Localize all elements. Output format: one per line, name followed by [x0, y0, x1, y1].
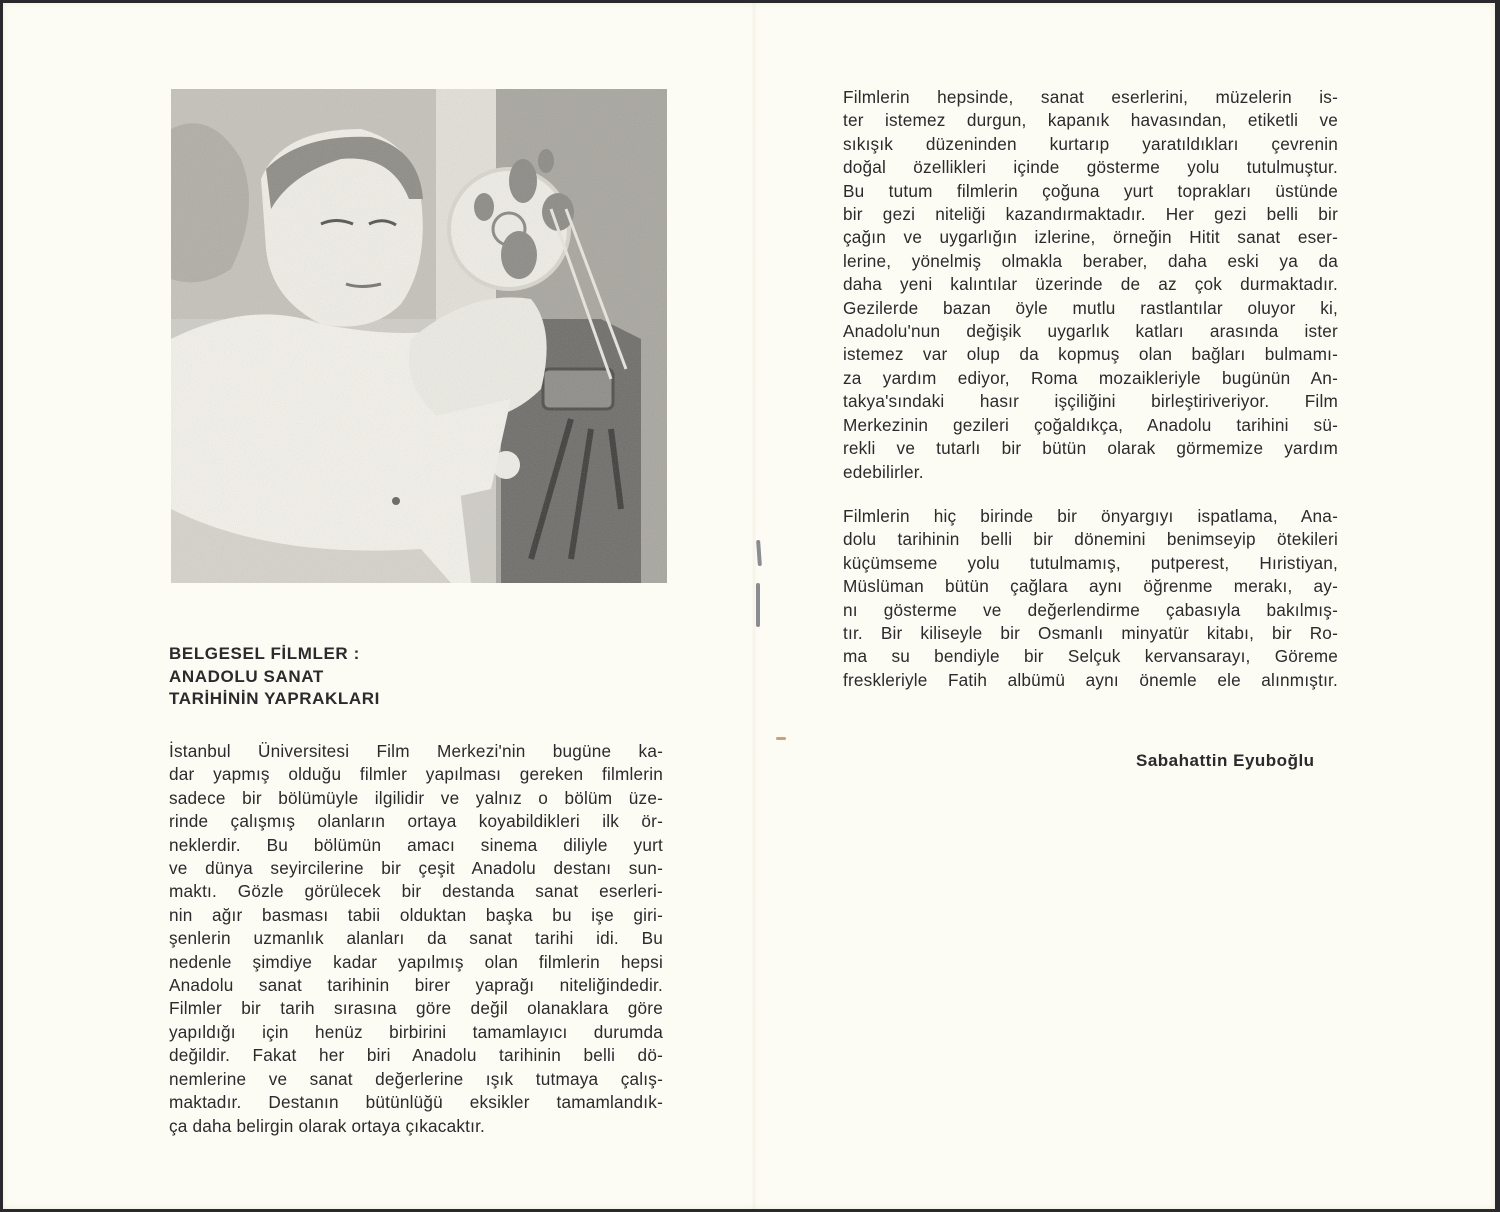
- text-line: şenlerin uzmanlık alanları da sanat tarihi idi. Bu: [169, 928, 663, 949]
- paper-speck: [776, 737, 786, 740]
- author-signature: Sabahattin Eyuboğlu: [1136, 751, 1315, 770]
- text-line: küçümseme yolu tutulmamış, putperest, Hıristiyan,: [843, 552, 1338, 573]
- text-line: nin ağır basması tabii olduktan başka bu işe giri-: [169, 904, 663, 925]
- text-line: Anadolu sanat tarihinin birer yaprağı niteliğindedir.: [169, 975, 663, 996]
- text-line: ter istemez durgun, kapanık havasından, etiketli ve: [843, 110, 1338, 131]
- text-line: Anadolu'nun değişik uygarlık katları arasında ister: [843, 321, 1338, 342]
- heading-line: ANADOLU SANAT: [169, 666, 324, 686]
- text-line: ma su bendiyle bir Selçuk kervansarayı, Göreme: [843, 646, 1338, 667]
- text-line: çağın ve uygarlığın izlerine, örneğin Hitit sanat eser-: [843, 227, 1338, 248]
- text-line: sıkışık düzeninden kurtarıp yaratıldıkları çevrenin: [843, 133, 1338, 154]
- photograph: [171, 89, 667, 583]
- text-line: nı gösterme ve değerlendirme çabasıyla bakılmış-: [843, 599, 1338, 620]
- photo-illustration: [171, 89, 667, 583]
- text-line: bir gezi niteliği kazandırmaktadır. Her gezi belli bir: [843, 204, 1338, 225]
- text-line: Filmlerin hiç birinde bir önyargıyı ispatlama, Ana-: [843, 506, 1338, 526]
- text-line: sadece bir bölümüyle ilgilidir ve yalnız o bölüm üze-: [169, 787, 663, 808]
- text-line: nedenle şimdiye kadar yapılmış olan filmlerin hepsi: [169, 951, 663, 972]
- text-line: Gezilerde bazan öyle mutlu rastlantılar oluyor ki,: [843, 297, 1338, 318]
- text-line: Müslüman bütün çağlara aynı öğrenme merakı, ay-: [843, 576, 1338, 597]
- text-line: daha yeni kalıntılar üzerinde de az çok durmaktadır.: [843, 274, 1338, 295]
- staple-top: [756, 540, 762, 566]
- section-heading: [169, 643, 469, 711]
- text-line: doğal özellikleri içinde gösterme yolu tutulmuştur.: [843, 157, 1338, 178]
- text-line: dolu tarihinin belli bir dönemini benimseyip ötekileri: [843, 529, 1338, 550]
- text-line: istemez var olup da kopmuş olan bağları bulmamı-: [843, 344, 1338, 365]
- text-line: takya'sındaki hasır işçiliğini birleştiriveriyor. Film: [843, 391, 1338, 412]
- text-line: lerine, yönelmiş olmakla beraber, daha eski ya da: [843, 250, 1338, 271]
- text-line: Filmler bir tarih sırasına göre değil olanaklara göre: [169, 998, 663, 1019]
- left-paragraph: [169, 740, 663, 1138]
- text-line: rinde çalışmış olanların ortaya koyabildikleri ilk ör-: [169, 811, 663, 832]
- text-line: tır. Bir kiliseyle bir Osmanlı minyatür kitabı, bir Ro-: [843, 623, 1338, 644]
- right-paragraph-2: [843, 505, 1338, 692]
- text-line: edebilirler.: [843, 461, 924, 482]
- text-line: ça daha belirgin olarak ortaya çıkacaktır.: [169, 1115, 486, 1136]
- heading-line: TARİHİNİN YAPRAKLARI: [169, 689, 380, 708]
- text-line: ve dünya seyircilerine bir çeşit Anadolu destanı sun-: [169, 858, 663, 879]
- text-line: rekli ve tutarlı bir bütün olarak görmemize yardım: [843, 438, 1338, 459]
- heading-line: BELGESEL FİLMLER :: [169, 644, 360, 663]
- text-line: değildir. Fakat her biri Anadolu tarihinin belli dö-: [169, 1045, 663, 1066]
- text-line: za yardım ediyor, Roma mozaikleriyle bugünün An-: [843, 367, 1338, 388]
- text-line: İstanbul Üniversitesi Film Merkezi'nin bugüne ka-: [169, 741, 663, 761]
- staple-bottom: [756, 583, 760, 627]
- text-line: Filmlerin hepsinde, sanat eserlerini, müzelerin is-: [843, 87, 1338, 107]
- text-line: maktadır. Destanın bütünlüğü eksikler tamamlandık-: [169, 1092, 663, 1113]
- document-page: [3, 3, 1495, 1209]
- text-line: neklerdir. Bu bölümün amacı sinema diliyle yurt: [169, 834, 663, 855]
- text-line: maktı. Gözle görülecek bir destanda sanat eserleri-: [169, 881, 663, 902]
- right-paragraph-1: [843, 86, 1338, 484]
- text-line: nemlerine ve sanat değerlerine ışık tutmaya çalış-: [169, 1068, 663, 1089]
- text-line: yapıldığı için henüz birbirini tamamlayıcı durumda: [169, 1021, 663, 1042]
- text-line: Bu tutum filmlerin çoğuna yurt toprakları üstünde: [843, 180, 1338, 201]
- text-line: Merkezinin gezileri çoğaldıkça, Anadolu tarihini sü-: [843, 414, 1338, 435]
- text-line: freskleriyle Fatih albümü aynı önemle ele alınmıştır.: [843, 669, 1338, 690]
- text-line: dar yapmış olduğu filmler yapılması gereken filmlerin: [169, 764, 663, 785]
